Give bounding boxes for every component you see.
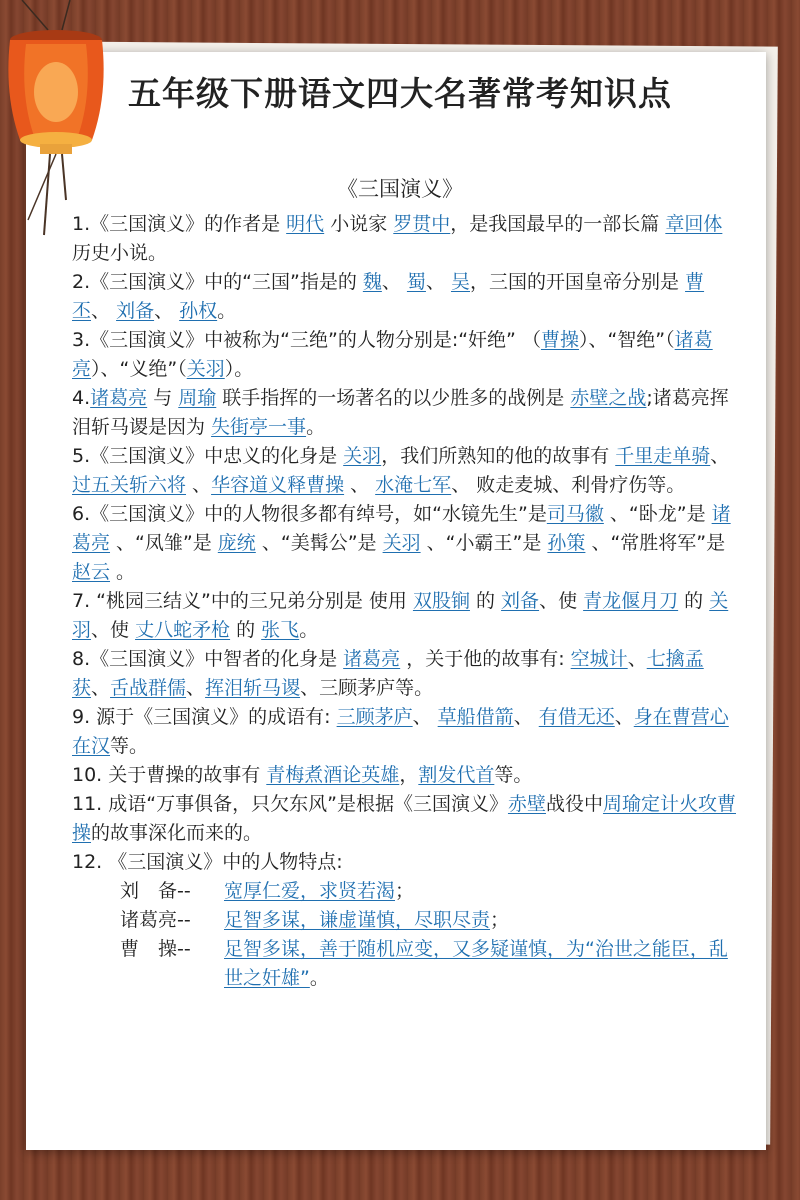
item-text: ，是我国最早的一部长篇: [450, 213, 666, 235]
item-text: 、三顾茅庐等。: [300, 677, 434, 699]
item-text: 历史小说。: [72, 242, 168, 264]
item-text: ）。: [224, 358, 254, 380]
answer-text: 有借无还: [538, 706, 615, 728]
page-title: 五年级下册语文四大名著常考知识点: [128, 74, 672, 113]
item-text: 7. “桃园三结义”中的三兄弟分别是 使用: [72, 590, 413, 612]
item-text: 10. 关于曹操的故事有: [72, 764, 267, 786]
answer-text: 过五关斩六将: [72, 474, 187, 496]
answer-text: 司马徽: [546, 503, 604, 525]
answer-text: 水淹七军: [375, 474, 452, 496]
answer-text: 挥泪斩马谡: [205, 677, 301, 699]
answer-text: 诸葛亮: [343, 648, 401, 670]
trait-row: [72, 906, 737, 935]
trait-label: 曹 操--: [120, 938, 191, 960]
answer-text: 蜀: [406, 271, 426, 293]
answer-text: 丈八蛇矛枪: [135, 619, 231, 641]
answer-text: 双股锏: [412, 590, 470, 612]
answer-text: 身在曹营心在汉: [72, 706, 729, 757]
item-text: 、: [627, 648, 647, 670]
item-text: 、“凤雏”是: [110, 532, 218, 554]
item-text: 9. 源于《三国演义》的成语有:: [72, 706, 337, 728]
list-item: [72, 268, 737, 326]
trait-value: 宽厚仁爱，求贤若渴: [224, 880, 396, 902]
item-text: 3.《三国演义》中被称为“三绝”的人物分别是:“奸绝” （: [72, 329, 541, 351]
answer-text: 关羽: [72, 590, 729, 641]
item-text: 11. 成语“万事俱备，只欠东风”是根据《三国演义》: [72, 793, 508, 815]
item-text: 2.《三国演义》中的“三国”指是的: [72, 271, 363, 293]
item-text: 、“美髯公”是: [255, 532, 383, 554]
answer-text: 曹丕: [72, 271, 705, 322]
trait-end: ；: [490, 909, 510, 931]
answer-text: 孙策: [547, 532, 586, 554]
answer-text: 曹操: [540, 329, 579, 351]
item-text: 等。: [494, 764, 533, 786]
item-text: ，: [399, 764, 419, 786]
list-item: [72, 848, 737, 877]
answer-text: 七擒孟获: [72, 648, 704, 699]
list-item: [72, 790, 737, 848]
list-item: [72, 500, 737, 587]
answer-text: 关羽: [382, 532, 421, 554]
trait-label: 诸葛亮--: [120, 909, 191, 931]
item-text: 。: [299, 619, 319, 641]
list-item: [72, 442, 737, 500]
answer-text: 诸葛亮: [90, 387, 148, 409]
item-text: 、: [513, 706, 539, 728]
answer-text: 刘备: [501, 590, 540, 612]
item-text: 、“卧龙”是: [603, 503, 712, 525]
item-text: 、: [425, 271, 451, 293]
answer-text: 吴: [450, 271, 470, 293]
item-text: 、: [614, 706, 634, 728]
section-subtitle: 《三国演义》: [337, 177, 463, 201]
item-text: 、 败走麦城、利骨疗伤等。: [451, 474, 686, 496]
list-item: [72, 384, 737, 442]
item-text: 5.《三国演义》中忠义的化身是: [72, 445, 344, 467]
item-text: 、: [91, 300, 117, 322]
trait-value: 足智多谋，谦虚谨慎，尽职尽责: [224, 909, 491, 931]
trait-row: [72, 935, 737, 993]
answer-text: 魏: [362, 271, 382, 293]
item-text: 6.《三国演义》中的人物很多都有绰号，如“水镜先生”是: [72, 503, 547, 525]
item-text: 。: [217, 300, 237, 322]
answer-text: 诸葛亮: [72, 503, 731, 554]
knowledge-list: [72, 210, 737, 993]
item-text: 12. 《三国演义》中的人物特点:: [72, 851, 343, 873]
item-text: ）、“义绝”（: [91, 358, 187, 380]
item-text: 。: [110, 561, 136, 583]
answer-text: 罗贯中: [393, 213, 451, 235]
item-text: 与: [147, 387, 179, 409]
item-text: ，三国的开国皇帝分别是: [470, 271, 686, 293]
answer-text: 舌战群儒: [110, 677, 187, 699]
answer-text: 关羽: [343, 445, 382, 467]
trait-end: 。: [309, 967, 329, 989]
answer-text: 诸葛亮: [72, 329, 713, 380]
answer-text: 庞统: [217, 532, 256, 554]
item-text: 战役中: [545, 793, 603, 815]
item-text: 、: [381, 271, 407, 293]
item-text: 、: [91, 677, 111, 699]
trait-value: 足智多谋，善于随机应变，又多疑谨慎，为“治世之能臣，乱世之奸雄”: [224, 938, 728, 989]
item-text: 、: [412, 706, 438, 728]
item-text: 小说家: [324, 213, 394, 235]
trait-label: 刘 备--: [120, 880, 191, 902]
answer-text: 空城计: [570, 648, 628, 670]
item-text: 、使: [539, 590, 584, 612]
item-text: 的: [469, 590, 502, 612]
list-item: [72, 645, 737, 703]
trait-end: ；: [395, 880, 415, 902]
item-text: 、: [186, 474, 212, 496]
answer-text: 割发代首: [418, 764, 495, 786]
trait-row: [72, 877, 737, 906]
item-text: ，关于他的故事有:: [400, 648, 571, 670]
answer-text: 章回体: [665, 213, 723, 235]
answer-text: 关羽: [186, 358, 225, 380]
item-text: 、: [186, 677, 206, 699]
item-text: 、使: [91, 619, 136, 641]
answer-text: 青龙偃月刀: [583, 590, 679, 612]
answer-text: 失街亭一事: [211, 416, 307, 438]
item-text: 联手指挥的一场著名的以少胜多的战例是: [216, 387, 571, 409]
answer-text: 草船借箭: [437, 706, 514, 728]
item-text: 的: [678, 590, 710, 612]
answer-text: 赤壁: [507, 793, 546, 815]
item-text: 、: [154, 300, 180, 322]
item-text: 8.《三国演义》中智者的化身是: [72, 648, 344, 670]
item-text: 、: [344, 474, 376, 496]
item-text: 1.《三国演义》的作者是: [72, 213, 287, 235]
item-text: 、: [710, 445, 730, 467]
item-text: 等。: [110, 735, 149, 757]
item-text: ，我们所熟知的他的故事有: [381, 445, 616, 467]
answer-text: 周瑜定计火攻曹操: [72, 793, 736, 844]
item-text: ;诸葛亮挥泪斩马谡是因为: [72, 387, 729, 438]
list-item: [72, 587, 737, 645]
item-text: 。: [306, 416, 326, 438]
answer-text: 明代: [286, 213, 325, 235]
item-text: 、“小霸王”是: [420, 532, 548, 554]
item-text: 、“常胜将军”是: [585, 532, 726, 554]
list-item: [72, 326, 737, 384]
answer-text: 赵云: [72, 561, 111, 583]
answer-text: 刘备: [116, 300, 155, 322]
answer-text: 青梅煮酒论英雄: [266, 764, 400, 786]
item-text: 的: [230, 619, 262, 641]
answer-text: 张飞: [261, 619, 300, 641]
answer-text: 赤壁之战: [570, 387, 647, 409]
answer-text: 华容道义释曹操: [211, 474, 345, 496]
list-item: [72, 703, 737, 761]
item-text: 4.: [72, 387, 91, 409]
answer-text: 周瑜: [178, 387, 217, 409]
item-text: 的故事深化而来的。: [91, 822, 263, 844]
answer-text: 千里走单骑: [615, 445, 711, 467]
list-item: [72, 761, 737, 790]
answer-text: 三顾茅庐: [336, 706, 413, 728]
item-text: ）、“智绝”（: [578, 329, 675, 351]
list-item: [72, 210, 737, 268]
answer-text: 孙权: [179, 300, 218, 322]
